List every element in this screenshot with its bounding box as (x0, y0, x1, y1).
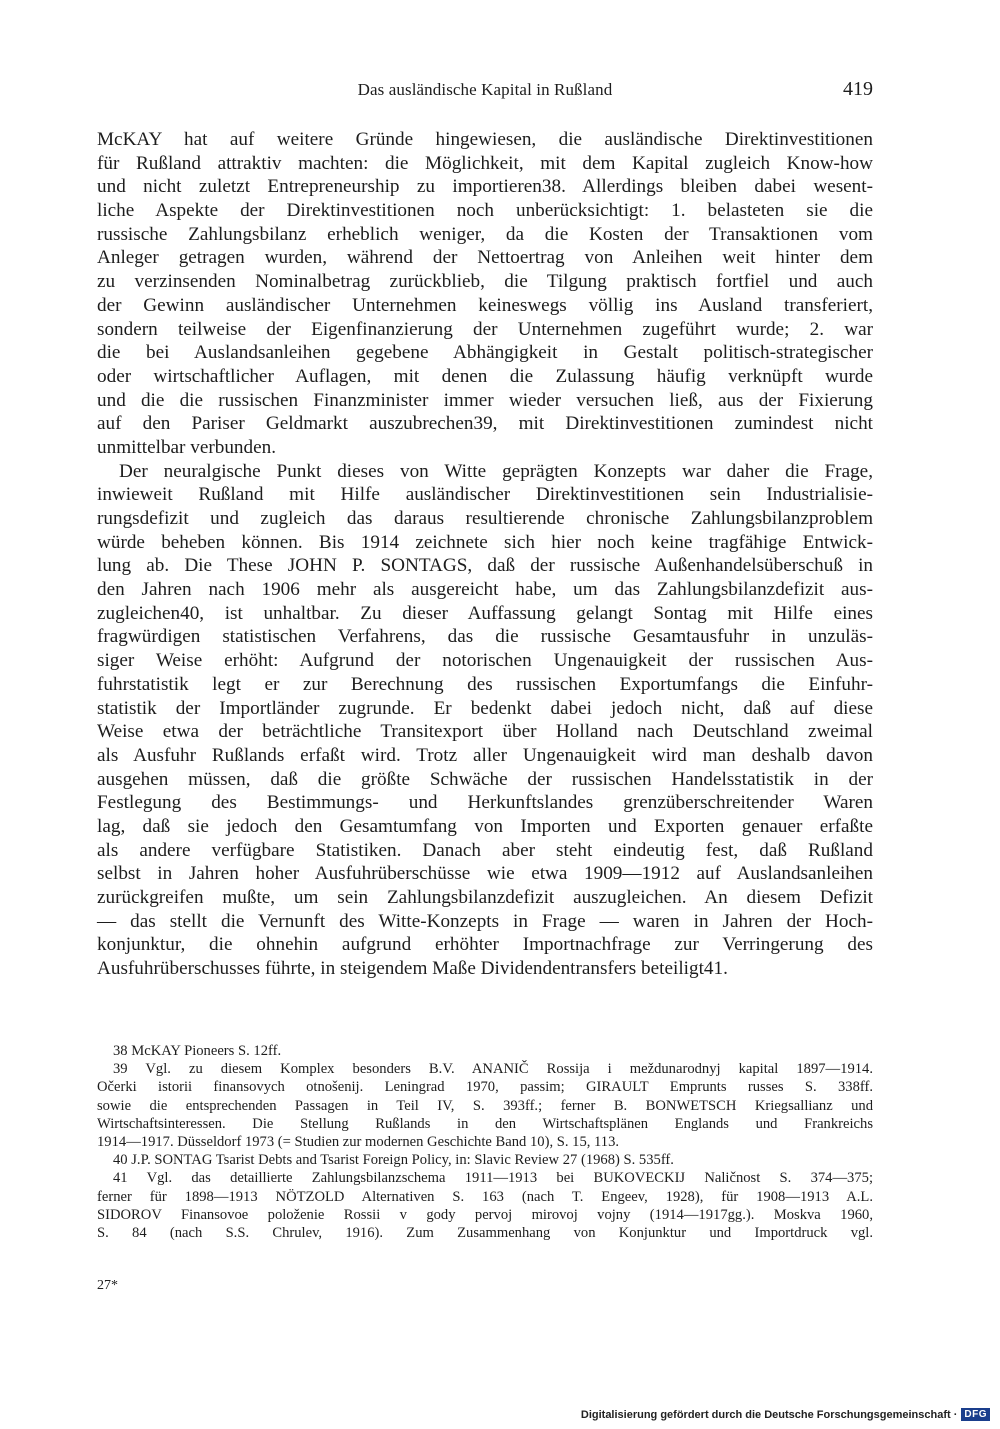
text-line: zu verzinsenden Nominalbetrag zurückblieb, die Tilgung praktisch fortfiel und auch (97, 271, 873, 293)
running-title: Das ausländische Kapital in Rußland (357, 80, 613, 99)
text-line: fuhrstatistik legt er zur Berechnung des russischen Exportumfangs die Einfuhr- (97, 673, 873, 695)
text-line: ausgehen müssen, daß die größte Schwäche der russischen Handelsstatistik in der (97, 768, 873, 790)
footnote-line: sowie die entsprechenden Passagen in Teil IV, S. 393ff.; ferner B. BONWETSCH Kriegsallianz und (97, 1097, 873, 1114)
footnote-line: Očerki istorii finansovych otnošenij. Leningrad 1970, passim; GIRAULT Emprunts russes S. 338ff. (97, 1079, 873, 1096)
signature-mark: 27* (97, 1278, 118, 1293)
text-line: und die die russischen Finanzminister immer wieder versuchen ließ, aus der Fixierung (97, 389, 873, 411)
text-line: Festlegung des Bestimmungs- und Herkunftslandes grenzüberschreitender Waren (97, 792, 873, 814)
digitization-footer (581, 1408, 990, 1421)
text-line: die bei Auslandsanleihen gegebene Abhängigkeit in Gestalt politisch-strategischer (97, 342, 873, 364)
dfg-logo: DFG (961, 1408, 990, 1421)
footnote-line: 40 J.P. SONTAG Tsarist Debts and Tsarist Foreign Policy, in: Slavic Review 27 (1968) S. 535ff. (113, 1152, 674, 1169)
text-line: den Jahren nach 1906 mehr als ausgereicht habe, um das Zahlungsbilanzdefizit aus- (97, 579, 873, 601)
text-line: als Ausfuhr Rußlands erfaßt wird. Trotz aller Ungenauigkeit wird man deshalb davon (97, 744, 873, 766)
text-line: für Rußland attraktiv machten: die Möglichkeit, mit dem Kapital zugleich Know-how (97, 152, 873, 174)
text-line: auf den Pariser Geldmarkt auszubrechen39, mit Direktinvestitionen zumindest nicht (97, 413, 873, 435)
footnote-line: 38 McKAY Pioneers S. 12ff. (113, 1043, 282, 1059)
text-line: fragwürdigen statistischen Verfahrens, das die russische Gesamtausfuhr in unzuläs- (97, 626, 873, 648)
text-line: der Gewinn ausländischer Unternehmen keineswegs völlig ins Ausland transferiert, (97, 294, 873, 316)
text-line: siger Weise erhöht: Aufgrund der notorischen Ungenauigkeit der russischen Aus- (97, 650, 873, 672)
running-head (97, 78, 873, 104)
text-line: russische Zahlungsbilanz erheblich weniger, da die Kosten der Transaktionen vom (97, 223, 873, 245)
text-line: inwieweit Rußland mit Hilfe ausländischer Direktinvestitionen sein Industrialisie- (97, 484, 873, 506)
footer-credit: Digitalisierung gefördert durch die Deutsche Forschungsgemeinschaft · (580, 1408, 958, 1421)
text-line: als andere verfügbare Statistiken. Danach aber steht eindeutig fest, daß Rußland (97, 839, 873, 861)
text-line: Ausfuhrüberschusses führte, in steigendem Maße Dividendentransfers beteiligt41. (97, 958, 728, 980)
text-line: statistik der Importländer zugrunde. Er bedenkt dabei jedoch nicht, daß auf diese (97, 697, 873, 719)
main-text (97, 128, 873, 981)
text-line: lag, daß sie jedoch den Gesamtumfang von Importen und Exporten genauer erfaßte (97, 815, 873, 837)
text-line: oder wirtschaftlicher Auflagen, mit denen die Zulassung häufig verknüpft wurde (97, 365, 873, 387)
text-line: sondern teilweise der Eigenfinanzierung der Unternehmen zugeführt wurde; 2. war (97, 318, 873, 340)
footnote-line: Wirtschaftsinteressen. Die Stellung Rußlands in den Wirtschaftsplänen Englands und Frankreichs (97, 1115, 873, 1132)
text-line: lung ab. Die These JOHN P. SONTAGS, daß der russische Außenhandelsüberschuß in (97, 555, 873, 577)
footnotes (97, 1042, 873, 1242)
text-line: und nicht zuletzt Entrepreneurship zu importieren38. Allerdings bleiben dabei wesent- (97, 176, 873, 198)
text-line: selbst in Jahren hoher Ausfuhrüberschüsse wie etwa 1909—1912 auf Auslandsanleihen (97, 863, 873, 885)
text-line: Anleger getragen wurden, während der Nettoertrag von Anleihen weit hinter dem (97, 247, 873, 269)
footnote-line: SIDOROV Finansovoe položenie Rossii v gody pervoj mirovoj vojny (1914—1917gg.). Moskva 1960, (97, 1206, 873, 1223)
footnote-line: 39 Vgl. zu diesem Komplex besonders B.V. ANANIČ Rossija i meždunarodnyj kapital 1897—1914. (113, 1061, 873, 1078)
footnote-line: 41 Vgl. das detaillierte Zahlungsbilanzschema 1911—1913 bei BUKOVECKIJ Naličnost S. 374—375; (113, 1170, 873, 1187)
text-line: konjunktur, die ohnehin aufgrund erhöhter Importnachfrage zur Verringerung des (97, 934, 873, 956)
text-line: rungsdefizit und zugleich das daraus resultierende chronische Zahlungsbilanzproblem (97, 508, 873, 529)
footnote-line: 1914—1917. Düsseldorf 1973 (= Studien zur modernen Geschichte Band 10), S. 15, 113. (97, 1133, 620, 1150)
footnote-line: ferner für 1898—1913 NÖTZOLD Alternativen S. 163 (nach T. Engeev, 1928), für 1908—1913 A.L. (97, 1188, 873, 1205)
text-line: zurückgreifen mußte, um sein Zahlungsbilanzdefizit auszugleichen. An diesem Defizit (97, 887, 873, 908)
footnote-line: S. 84 (nach S.S. Chrulev, 1916). Zum Zusammenhang von Konjunktur und Importdruck vgl. (97, 1224, 873, 1241)
text-line: McKAY hat auf weitere Gründe hingewiesen, die ausländische Direktinvestitionen (97, 129, 873, 150)
text-line: Der neuralgische Punkt dieses von Witte geprägten Konzepts war daher die Frage, (119, 460, 873, 482)
page-number: 419 (843, 78, 873, 100)
text-line: — das stellt die Vernunft des Witte-Konzepts in Frage — waren in Jahren der Hoch- (97, 910, 873, 932)
text-line: zugleichen40, ist unhaltbar. Zu dieser Auffassung gelangt Sontag mit Hilfe eines (97, 602, 873, 624)
text-line: liche Aspekte der Direktinvestitionen noch unberücksichtigt: 1. belasteten sie die (97, 200, 873, 222)
text-line: Weise etwa der beträchtliche Transitexport über Holland nach Deutschland zweimal (97, 721, 873, 743)
text-line: unmittelbar verbunden. (97, 436, 277, 458)
text-line: würde beheben können. Bis 1914 zeichnete sich hier noch keine tragfähige Entwick- (97, 531, 873, 553)
